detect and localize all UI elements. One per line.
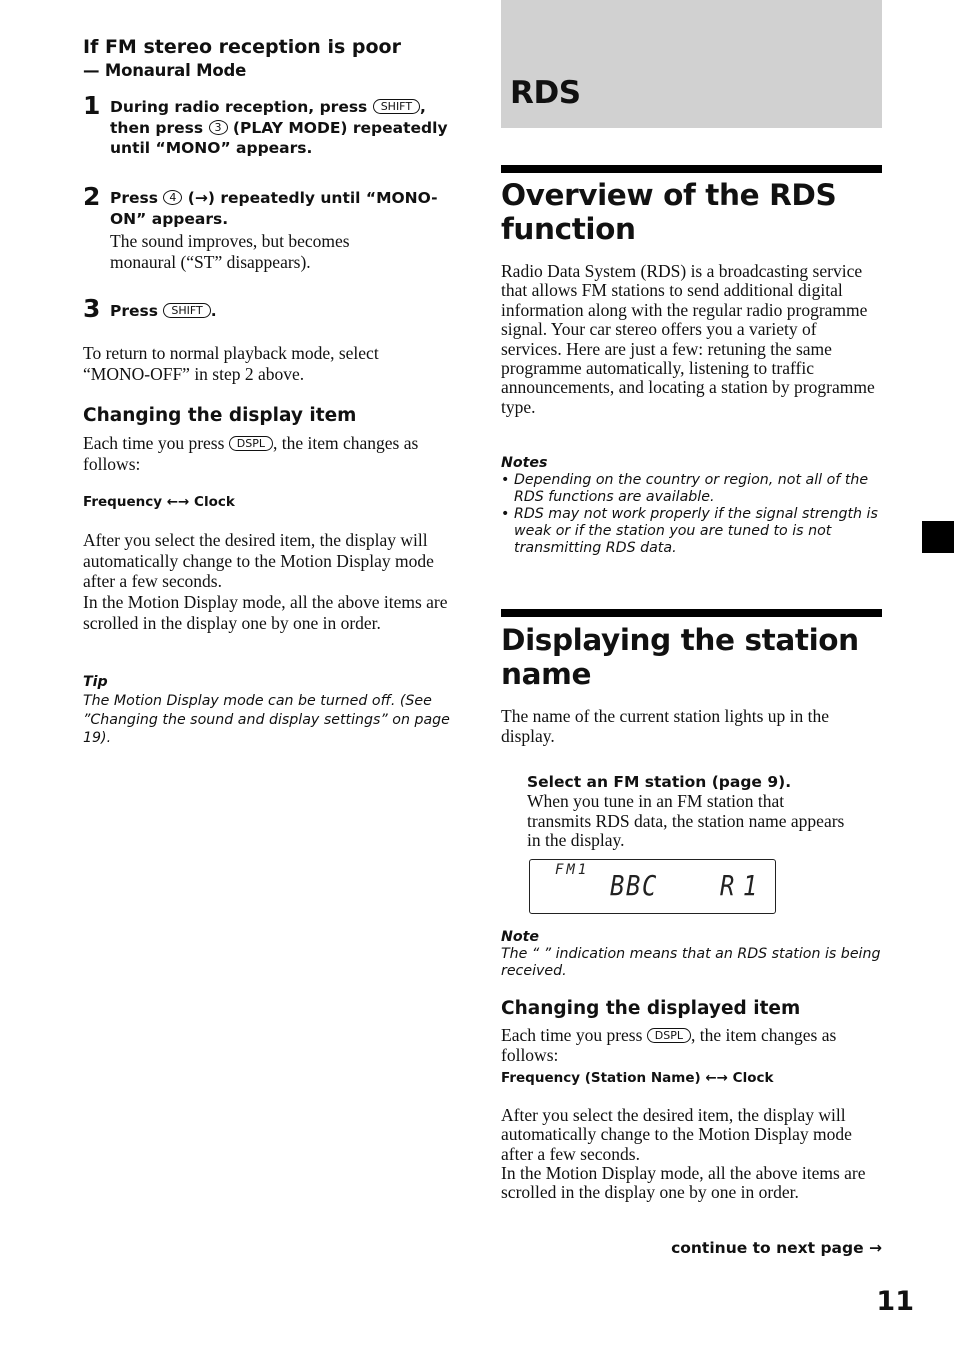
display-text [83, 433, 463, 474]
step-2-number: 2 [83, 182, 101, 211]
note-item: • RDS may not work properly if the signal strength is weak or if the station you are tuned to is not transmitting RDS data. [501, 506, 883, 557]
step-3-part1: Press [110, 302, 164, 320]
overview-text: Radio Data System (RDS) is a broadcasting service that allows FM stations to send additional digital information along with the regular radio programme signal. Your car stereo offers you a variety of services. Here are just a few: retuning the same programme automatically, listening to traffic announcements, and locating a station by programme type. [501, 261, 875, 417]
dspl-key: DSPL [647, 1028, 691, 1043]
tip-text: The Motion Display mode can be turned off. (See ”Changing the sound and display settings” on page 19). [83, 693, 450, 746]
dspl-key: DSPL [229, 436, 273, 451]
notes-label: Notes [501, 455, 548, 471]
lcd-preset: R1 [720, 869, 766, 902]
shift-key: SHIFT [373, 99, 420, 114]
changing-text-post: , the item changes as follows: [501, 1025, 837, 1065]
return-text: To return to normal playback mode, select “MONO-OFF” in step 2 above. [83, 343, 379, 384]
key-3: 3 [209, 120, 228, 135]
key-4: 4 [163, 190, 182, 205]
arrow-right-icon: → [194, 189, 208, 207]
after-text-2: In the Motion Display mode, all the above items are scrolled in the display one by one in order. [83, 592, 448, 633]
step-1-part2: , then press [110, 98, 426, 137]
step-1-part1: During radio reception, press [110, 98, 373, 116]
changing-text-pre: Each time you press [501, 1025, 647, 1045]
fm-heading: If FM stereo reception is poor [83, 36, 401, 58]
continue-next-page: continue to next page → [671, 1239, 882, 1257]
notes-list [501, 472, 883, 557]
right-after-text-1: After you select the desired item, the display will automatically change to the Motion Display mode after a few seconds. [501, 1105, 852, 1164]
after-text-1: After you select the desired item, the display will automatically change to the Motion Display mode after a few seconds. [83, 530, 434, 591]
step-3-number: 3 [83, 294, 101, 323]
station-heading: Displaying the station name [501, 623, 859, 691]
rds-banner [501, 0, 882, 128]
overview-rule [501, 165, 882, 173]
select-station-text: When you tune in an FM station that transmits RDS data, the station name appears in the display. [527, 791, 845, 851]
step-1-text [110, 97, 460, 159]
rds-banner-title: RDS [510, 75, 581, 111]
display-text-post: , the item changes as follows: [83, 433, 419, 474]
step-1-number: 1 [83, 91, 101, 120]
step-2-part1: Press [110, 189, 164, 207]
step-3-text [110, 301, 217, 322]
note-text: The “ ” indication means that an RDS station is being received. [501, 946, 881, 979]
note-item: • Depending on the country or region, not all of the RDS functions are available. [501, 472, 883, 506]
step-2-part2: ( [182, 189, 195, 207]
fm-subheading: — Monaural Mode [83, 61, 247, 80]
step-1-part3: (PLAY MODE) repeatedly until “MONO” appears. [110, 118, 448, 157]
station-rule [501, 609, 882, 617]
display-sequence: Frequency ←→ Clock [83, 494, 235, 510]
step-3-part2: . [210, 302, 217, 320]
changing-text [501, 1025, 881, 1065]
changing-sequence: Frequency (Station Name) ←→ Clock [501, 1070, 774, 1086]
station-text: The name of the current station lights up in the display. [501, 706, 830, 746]
display-heading: Changing the display item [83, 405, 357, 426]
overview-heading: Overview of the RDS function [501, 178, 837, 246]
step-2-description: The sound improves, but becomes monaural (“ST” disappears). [110, 231, 350, 272]
select-station-bold: Select an FM station (page 9). [527, 773, 792, 791]
right-after-text-2: In the Motion Display mode, all the above items are scrolled in the display one by one in order. [501, 1163, 866, 1203]
tip-label: Tip [83, 674, 108, 690]
lcd-display [529, 859, 776, 914]
lcd-station-name: BBC [610, 869, 659, 902]
changing-heading: Changing the displayed item [501, 998, 801, 1019]
step-2-part3: ) repeatedly until “MONO-ON” appears. [110, 189, 438, 228]
shift-key: SHIFT [163, 303, 210, 318]
display-text-pre: Each time you press [83, 433, 229, 453]
note-label: Note [501, 929, 540, 945]
section-tab-marker [922, 521, 954, 553]
lcd-band: FM1 [555, 862, 590, 878]
step-2-text [110, 188, 455, 229]
page-number: 11 [876, 1286, 914, 1317]
